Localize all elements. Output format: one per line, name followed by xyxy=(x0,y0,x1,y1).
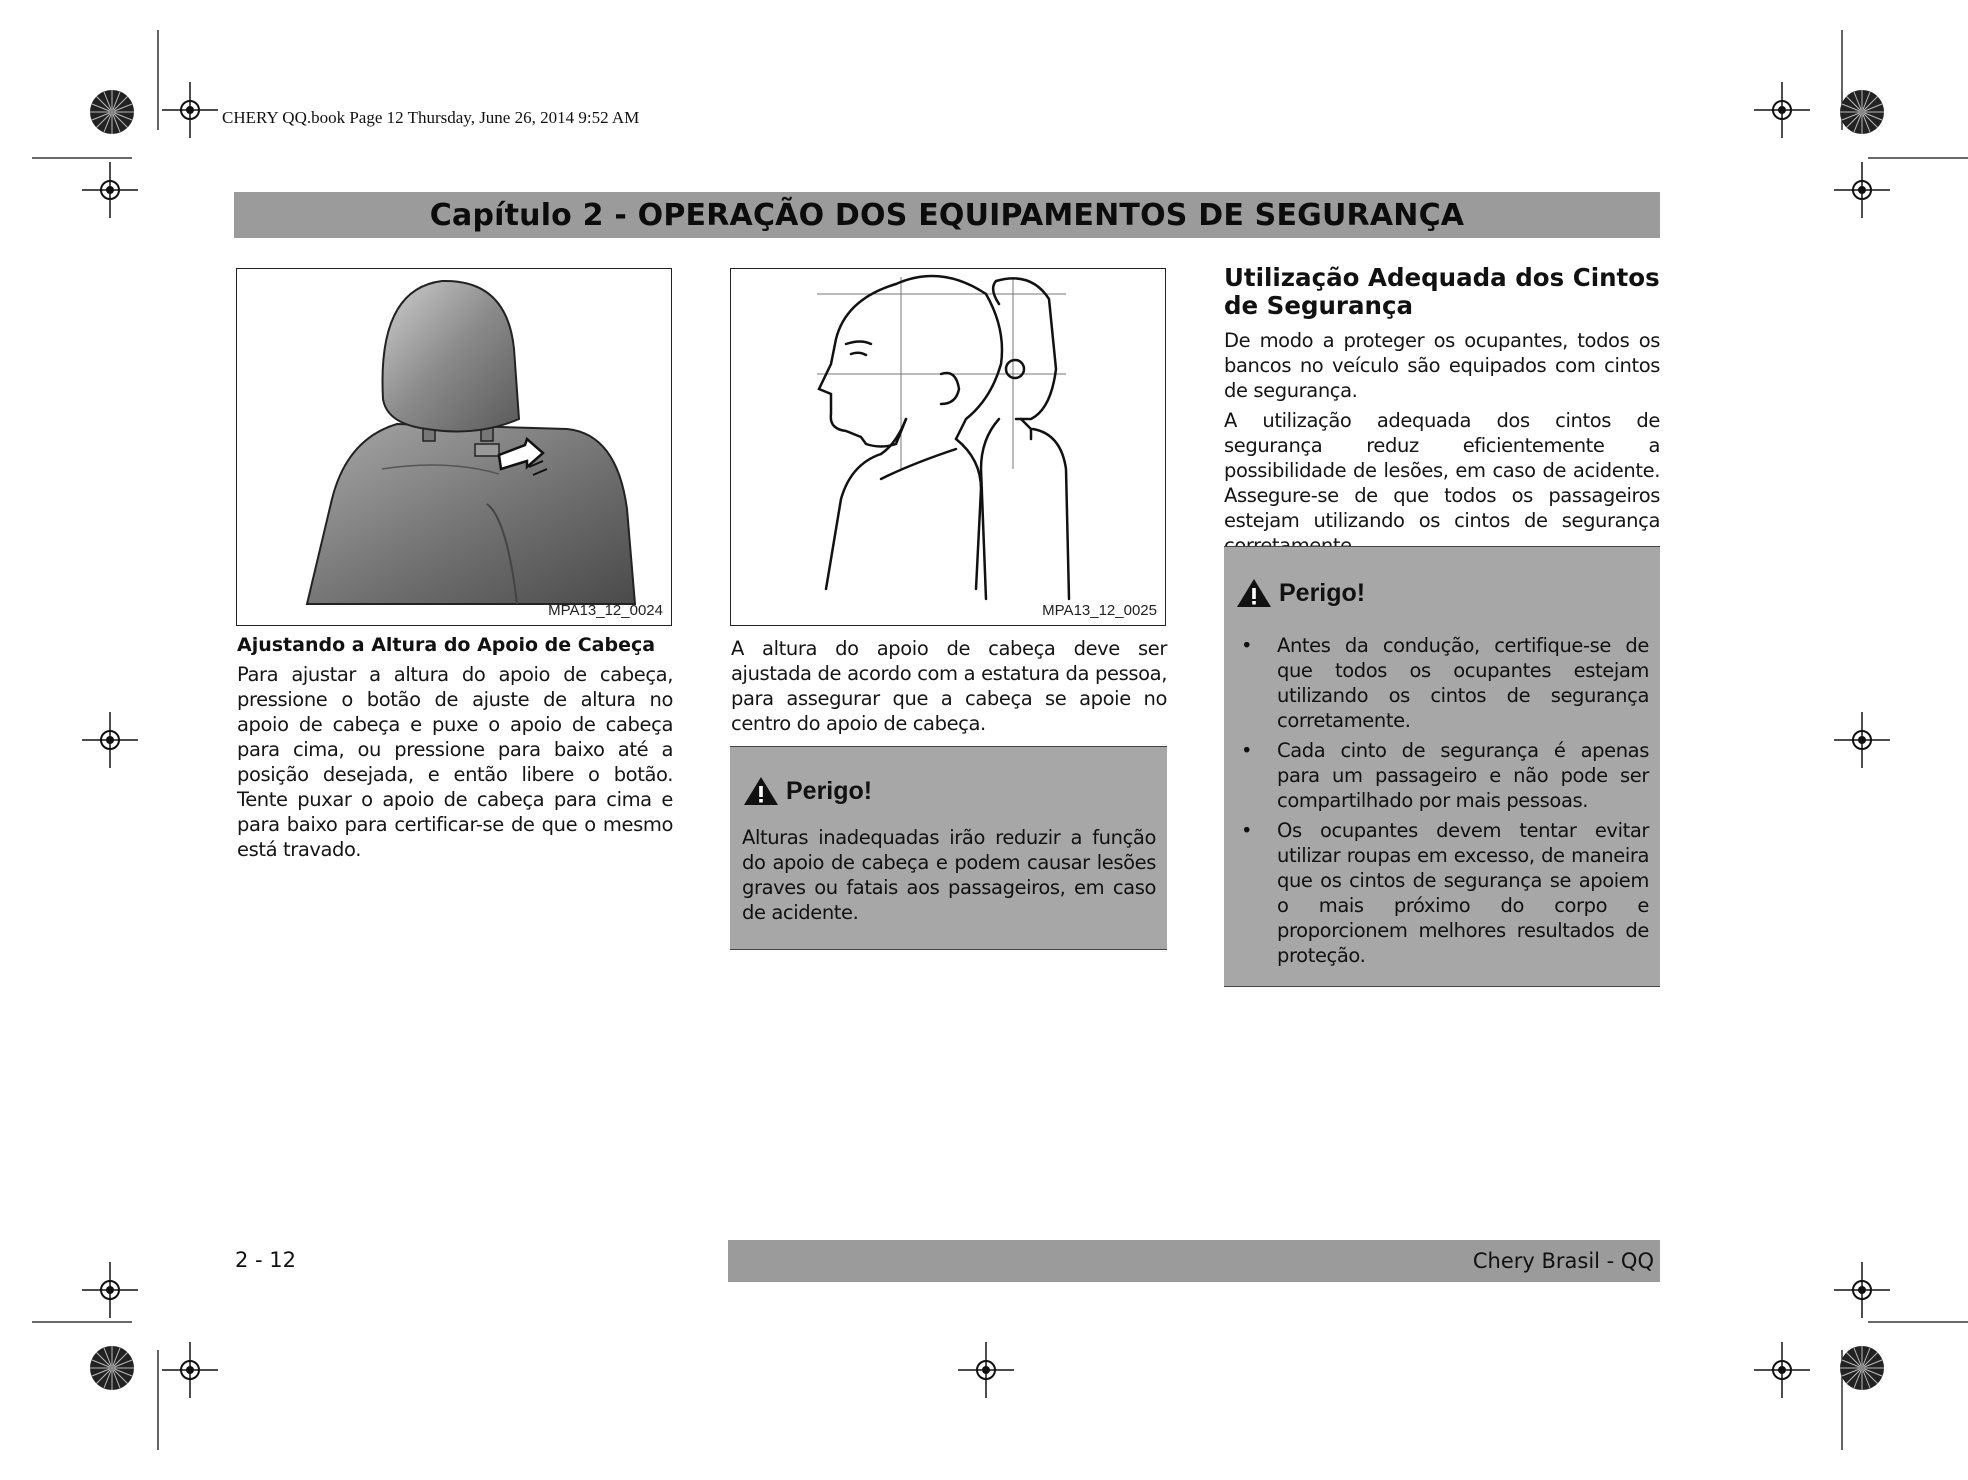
footer-brand: Chery Brasil - QQ xyxy=(1472,1249,1654,1273)
warning-title-text: Perigo! xyxy=(1279,578,1366,607)
footer-bar xyxy=(728,1240,1660,1282)
list-item: • Cada cinto de segurança é apenas para um passageiro e não pode ser compartilhado por mais pessoas. xyxy=(1241,739,1649,812)
warning-box-seatbelt xyxy=(1224,546,1660,987)
bullet: • xyxy=(1241,819,1253,842)
figure-headrest-position xyxy=(730,268,1166,626)
warning-title xyxy=(742,775,1156,807)
seatbelt-paragraph-2: A utilização adequada dos cintos de segurança reduz eficientemente a possibilidade de lesões, em caso de acidente. Assegure-se de que todos os passageiros estejam utilizando os cintos de segurança xyxy=(1224,409,1660,532)
seatbelt-paragraph-1: De modo a proteger os ocupantes, todos os bancos no veículo são equipados com cintos de segurança. xyxy=(1224,329,1660,402)
figure-code: MPA13_12_0025 xyxy=(1042,602,1157,619)
warning-list xyxy=(1235,633,1649,968)
book-header-line: CHERY QQ.book Page 12 Thursday, June 26, 2014 9:52 AM xyxy=(222,108,640,127)
page-number: 2 - 12 xyxy=(235,1248,297,1272)
warning-triangle-icon xyxy=(1235,577,1273,609)
figure-code: MPA13_12_0024 xyxy=(548,602,663,619)
figure-headrest-adjust xyxy=(236,268,672,626)
warning-triangle-icon xyxy=(742,775,780,807)
chapter-title-bar xyxy=(234,192,1660,238)
bullet: • xyxy=(1241,634,1253,657)
bullet: • xyxy=(1241,739,1253,762)
list-item: • Antes da condução, certifique-se de que todos os ocupantes estejam utilizando os cintos de segurança corretamente. xyxy=(1241,634,1649,732)
head-position-illustration xyxy=(731,269,1164,609)
headrest-illustration xyxy=(237,269,670,609)
warning-title xyxy=(1235,577,1649,609)
figure-caption: Ajustando a Altura do Apoio de Cabeça xyxy=(237,634,656,656)
warning-title-text: Perigo! xyxy=(786,776,873,805)
headrest-height-text: A altura do apoio de cabeça deve ser ajustada de acordo com a estatura da pessoa, para assegurar que a cabeça se apoie no centro do apoio de cabeça. xyxy=(731,637,1167,735)
warning-text: Alturas inadequadas irão reduzir a função do apoio de cabeça e podem causar lesões graves ou fatais aos passageiros, em caso de acidente. xyxy=(742,826,1156,924)
headrest-adjust-text: Para ajustar a altura do apoio de cabeça, pressione o botão de ajuste de altura no apoio de cabeça e puxe o apoio de cabeça para cima, ou pressione para baixo até a posição desejada, e então libere o botão. Tente puxar o apoio de cabeça para cima e para baixo para certificar-se de que o mesmo está travado. xyxy=(237,663,673,861)
warning-box-headrest xyxy=(730,746,1167,950)
list-item: • Os ocupantes devem tentar evitar utilizar roupas em excesso, de maneira que os cintos de segurança se apoiem o mais próximo do corpo e proporcionem melhores resultados de proteção. xyxy=(1241,819,1649,967)
chapter-title: Capítulo 2 - OPERAÇÃO DOS EQUIPAMENTOS DE SEGURANÇA xyxy=(429,197,1465,233)
section-title: Utilização Adequada dos Cintos de Segurança xyxy=(1224,263,1660,320)
